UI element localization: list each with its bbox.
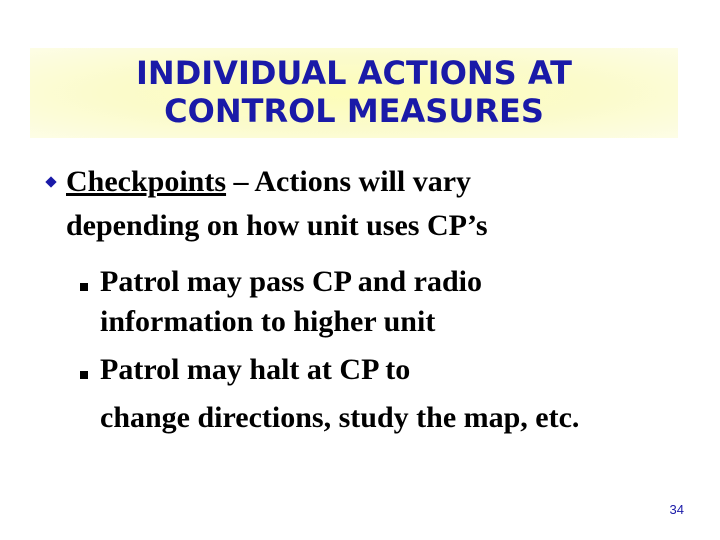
title-line-2: CONTROL MEASURES <box>164 92 544 130</box>
sub-bullet-2-line-2: change directions, study the map, etc. <box>100 401 580 434</box>
square-bullet-icon <box>80 283 88 291</box>
sub-bullet-2-line-1: Patrol may halt at CP to <box>100 353 411 386</box>
page-number: 34 <box>669 502 684 517</box>
sub-bullet-1-line-1: Patrol may pass CP and radio <box>100 265 482 298</box>
title-line-1: INDIVIDUAL ACTIONS AT <box>136 54 572 92</box>
bullet-line-2: depending on how unit uses CP’s <box>66 209 488 242</box>
sub-bullet-1-line-2: information to higher unit <box>100 305 436 338</box>
square-bullet-icon <box>80 371 88 379</box>
bullet-line-1-rest: – Actions will vary <box>226 165 472 198</box>
diamond-bullet-icon <box>45 176 56 187</box>
title-banner <box>30 48 678 138</box>
bullet-line-1 <box>66 164 471 200</box>
checkpoints-term: Checkpoints <box>66 165 227 198</box>
